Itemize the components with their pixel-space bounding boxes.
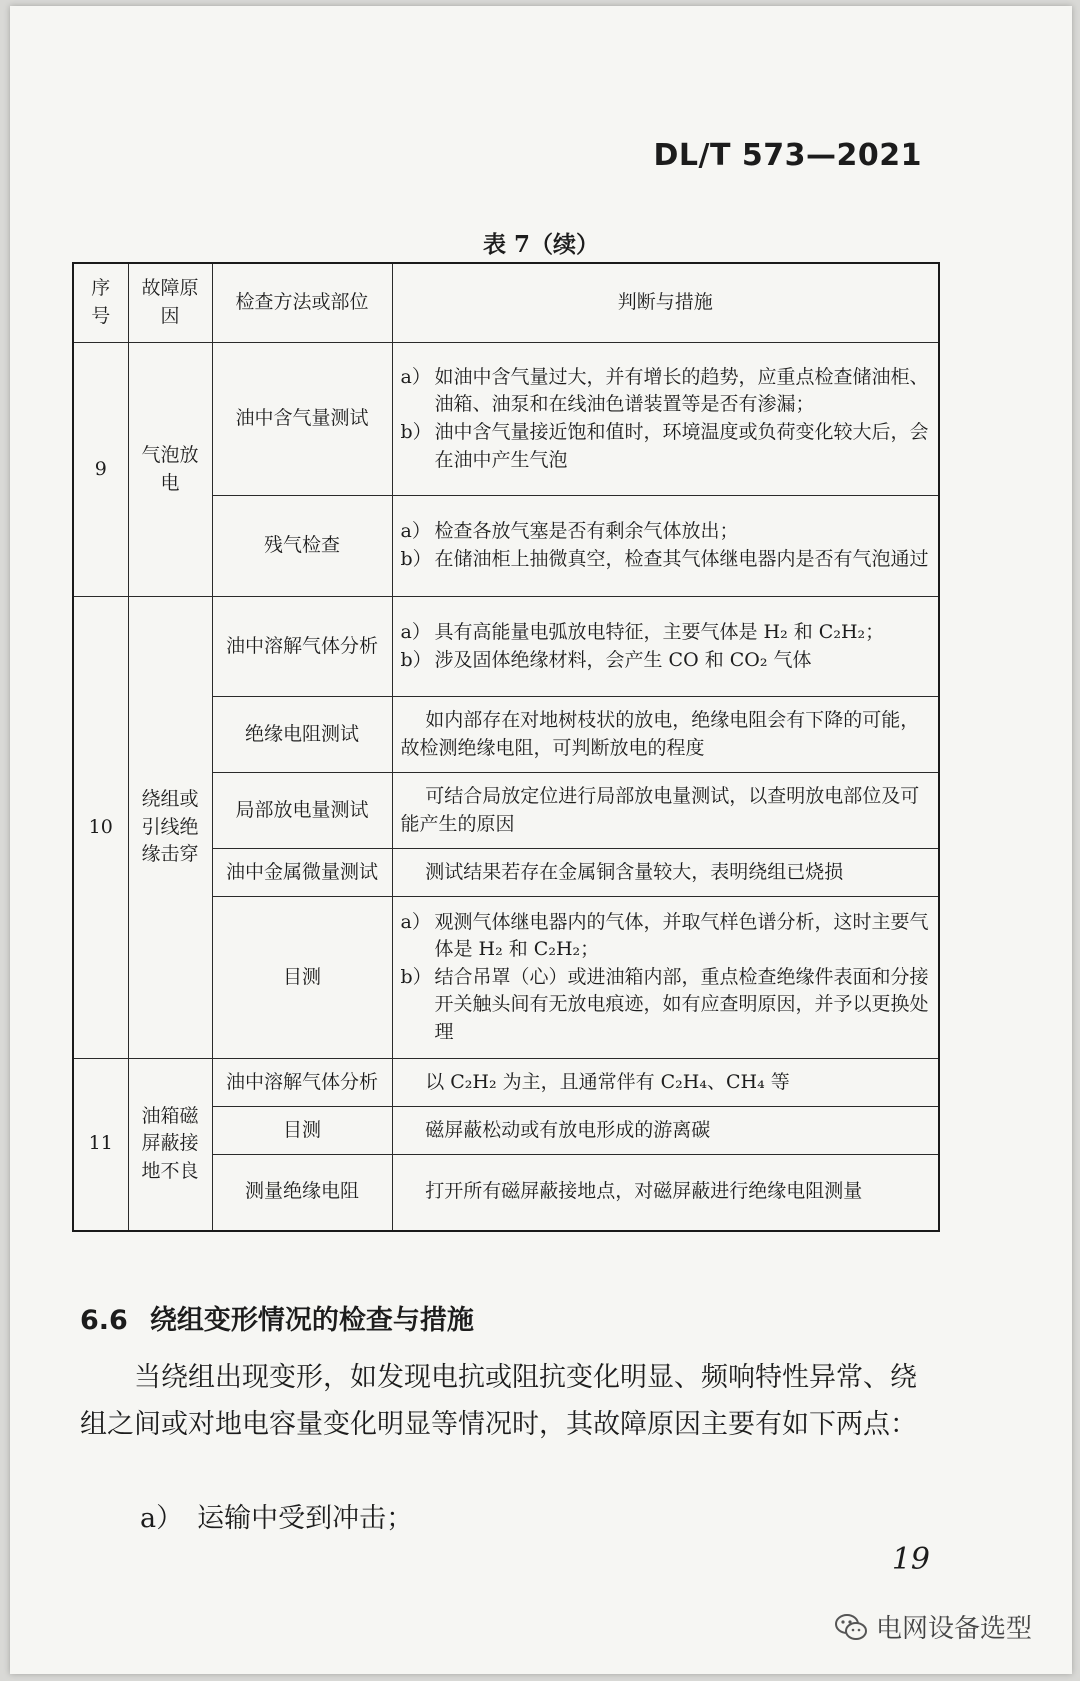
list-label: a） [140, 1503, 184, 1534]
check-method: 油中含气量测试 [212, 343, 392, 496]
table-row [73, 343, 939, 496]
fault-cause: 气泡放电 [128, 343, 212, 597]
check-method: 测量绝缘电阻 [212, 1155, 392, 1231]
header-no: 序号 [73, 263, 128, 343]
header-cause: 故障原因 [128, 263, 212, 343]
judgement: 打开所有磁屏蔽接地点，对磁屏蔽进行绝缘电阻测量 [392, 1155, 939, 1231]
judgement: 可结合局放定位进行局部放电量测试，以查明放电部位及可能产生的原因 [392, 773, 939, 849]
check-method: 残气检查 [212, 496, 392, 597]
standard-code: DL/T 573—2021 [653, 138, 922, 173]
judgement-item: b） 结合吊罩（心）或进油箱内部，重点检查绝缘件表面和分接开关触头间有无放电痕迹，如有应查明原因，并予以更换处理 [400, 965, 929, 1043]
judgement: 磁屏蔽松动或有放电形成的游离碳 [392, 1107, 939, 1155]
judgement-item: b） 涉及固体绝缘材料，会产生 CO 和 CO₂ 气体 [400, 648, 812, 671]
judgement [392, 496, 939, 597]
judgement-item: a） 具有高能量电弧放电特征，主要气体是 H₂ 和 C₂H₂； [400, 620, 885, 643]
list-text: 运输中受到冲击； [197, 1503, 414, 1534]
row-number: 9 [73, 343, 128, 597]
judgement: 如内部存在对地树枝状的放电，绝缘电阻会有下降的可能，故检测绝缘电阻，可判断放电的程度 [392, 697, 939, 773]
row-number: 10 [73, 597, 128, 1059]
document-page [10, 6, 1072, 1674]
list-item [140, 1496, 413, 1535]
section-heading [80, 1298, 474, 1337]
judgement: 以 C₂H₂ 为主，且通常伴有 C₂H₄、CH₄ 等 [392, 1059, 939, 1107]
check-method: 绝缘电阻测试 [212, 697, 392, 773]
check-method: 目测 [212, 1107, 392, 1155]
header-judge: 判断与措施 [392, 263, 939, 343]
row-number: 11 [73, 1059, 128, 1231]
judgement [392, 597, 939, 697]
table-header-row [73, 263, 939, 343]
section-title: 绕组变形情况的检查与措施 [149, 1305, 474, 1336]
fault-cause: 油箱磁屏蔽接地不良 [128, 1059, 212, 1231]
page-number: 19 [891, 1542, 930, 1577]
judgement-item: b） 在储油柜上抽微真空，检查其气体继电器内是否有气泡通过 [400, 548, 929, 570]
check-method: 目测 [212, 897, 392, 1059]
check-method: 油中溶解气体分析 [212, 1059, 392, 1107]
table-row [73, 1059, 939, 1107]
check-method: 油中溶解气体分析 [212, 597, 392, 697]
table-row [73, 597, 939, 697]
judgement-item: a） 如油中含气量过大，并有增长的趋势，应重点检查储油柜、油箱、油泵和在线油色谱装置等是否有渗漏； [400, 365, 929, 416]
watermark-text: 电网设备选型 [875, 1614, 1032, 1644]
table-caption: 表 7（续） [482, 231, 599, 258]
judgement: 测试结果若存在金属铜含量较大，表明绕组已烧损 [392, 849, 939, 897]
check-method: 局部放电量测试 [212, 773, 392, 849]
section-body: 当绕组出现变形，如发现电抗或阻抗变化明显、频响特性异常、绕组之间或对地电容量变化明显等情况时，其故障原因主要有如下两点： [80, 1362, 917, 1440]
watermark [834, 1608, 1032, 1645]
judgement-item: a） 观测气体继电器内的气体，并取气样色谱分析，这时主要气体是 H₂ 和 C₂H₂； [400, 910, 929, 961]
judgement [392, 343, 939, 496]
fault-cause: 绕组或引线绝缘击穿 [128, 597, 212, 1059]
check-method: 油中金属微量测试 [212, 849, 392, 897]
fault-table [72, 262, 940, 1232]
judgement [392, 897, 939, 1059]
header-method: 检查方法或部位 [212, 263, 392, 343]
judgement-item: a） 检查各放气塞是否有剩余气体放出； [400, 520, 739, 543]
section-number: 6.6 [80, 1305, 128, 1336]
judgement-item: b） 油中含气量接近饱和值时，环境温度或负荷变化较大后，会在油中产生气泡 [400, 421, 929, 471]
wechat-icon [834, 1612, 868, 1642]
